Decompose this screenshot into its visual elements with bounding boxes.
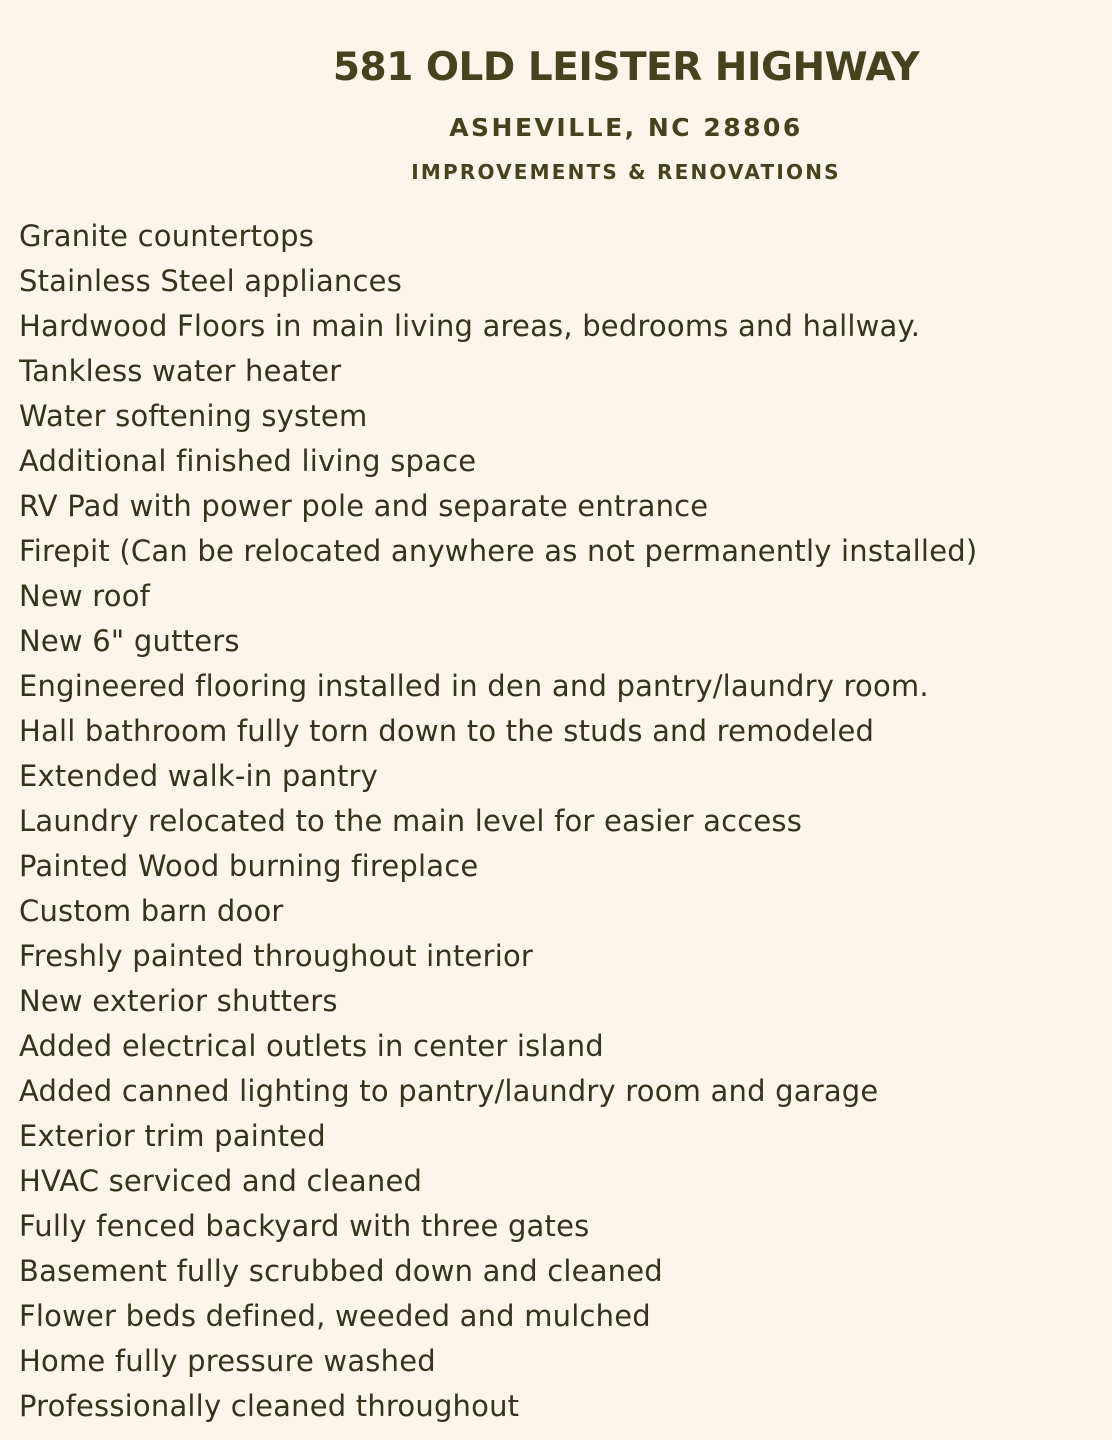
list-item: RV Pad with power pole and separate entrance (19, 489, 709, 523)
list-item: Exterior trim painted (19, 1119, 326, 1153)
list-item: Custom barn door (19, 894, 284, 928)
list-item: Home fully pressure washed (19, 1344, 436, 1378)
list-item: Granite countertops (19, 219, 315, 253)
list-item: Fully fenced backyard with three gates (19, 1209, 590, 1243)
section-heading: IMPROVEMENTS & RENOVATIONS (411, 160, 841, 184)
list-item: Firepit (Can be relocated anywhere as not permanently installed) (19, 534, 978, 568)
list-item: Laundry relocated to the main level for easier access (19, 804, 803, 838)
city-state-zip: ASHEVILLE, NC 28806 (449, 113, 803, 142)
list-item: Added electrical outlets in center island (19, 1029, 604, 1063)
list-item: New roof (19, 579, 151, 613)
list-item: New exterior shutters (19, 984, 338, 1018)
list-item: Additional finished living space (19, 444, 477, 478)
list-item: Water softening system (19, 399, 368, 433)
property-address-title: 581 OLD LEISTER HIGHWAY (332, 45, 920, 90)
list-item: Painted Wood burning fireplace (19, 849, 479, 883)
list-item: Basement fully scrubbed down and cleaned (19, 1254, 663, 1288)
list-item: Extended walk-in pantry (19, 759, 379, 793)
list-item: Stainless Steel appliances (19, 264, 403, 298)
list-item: Added canned lighting to pantry/laundry room and garage (19, 1074, 879, 1108)
list-item: Hardwood Floors in main living areas, bedrooms and hallway. (19, 309, 921, 343)
improvements-list (19, 214, 1099, 1429)
list-item: Professionally cleaned throughout (19, 1389, 520, 1423)
list-item: New 6" gutters (19, 624, 240, 658)
list-item: Engineered flooring installed in den and pantry/laundry room. (19, 669, 929, 703)
list-item: Flower beds defined, weeded and mulched (19, 1299, 651, 1333)
list-item: Tankless water heater (19, 354, 342, 388)
list-item: Freshly painted throughout interior (19, 939, 534, 973)
list-item: HVAC serviced and cleaned (19, 1164, 423, 1198)
list-item: Hall bathroom fully torn down to the studs and remodeled (19, 714, 875, 748)
